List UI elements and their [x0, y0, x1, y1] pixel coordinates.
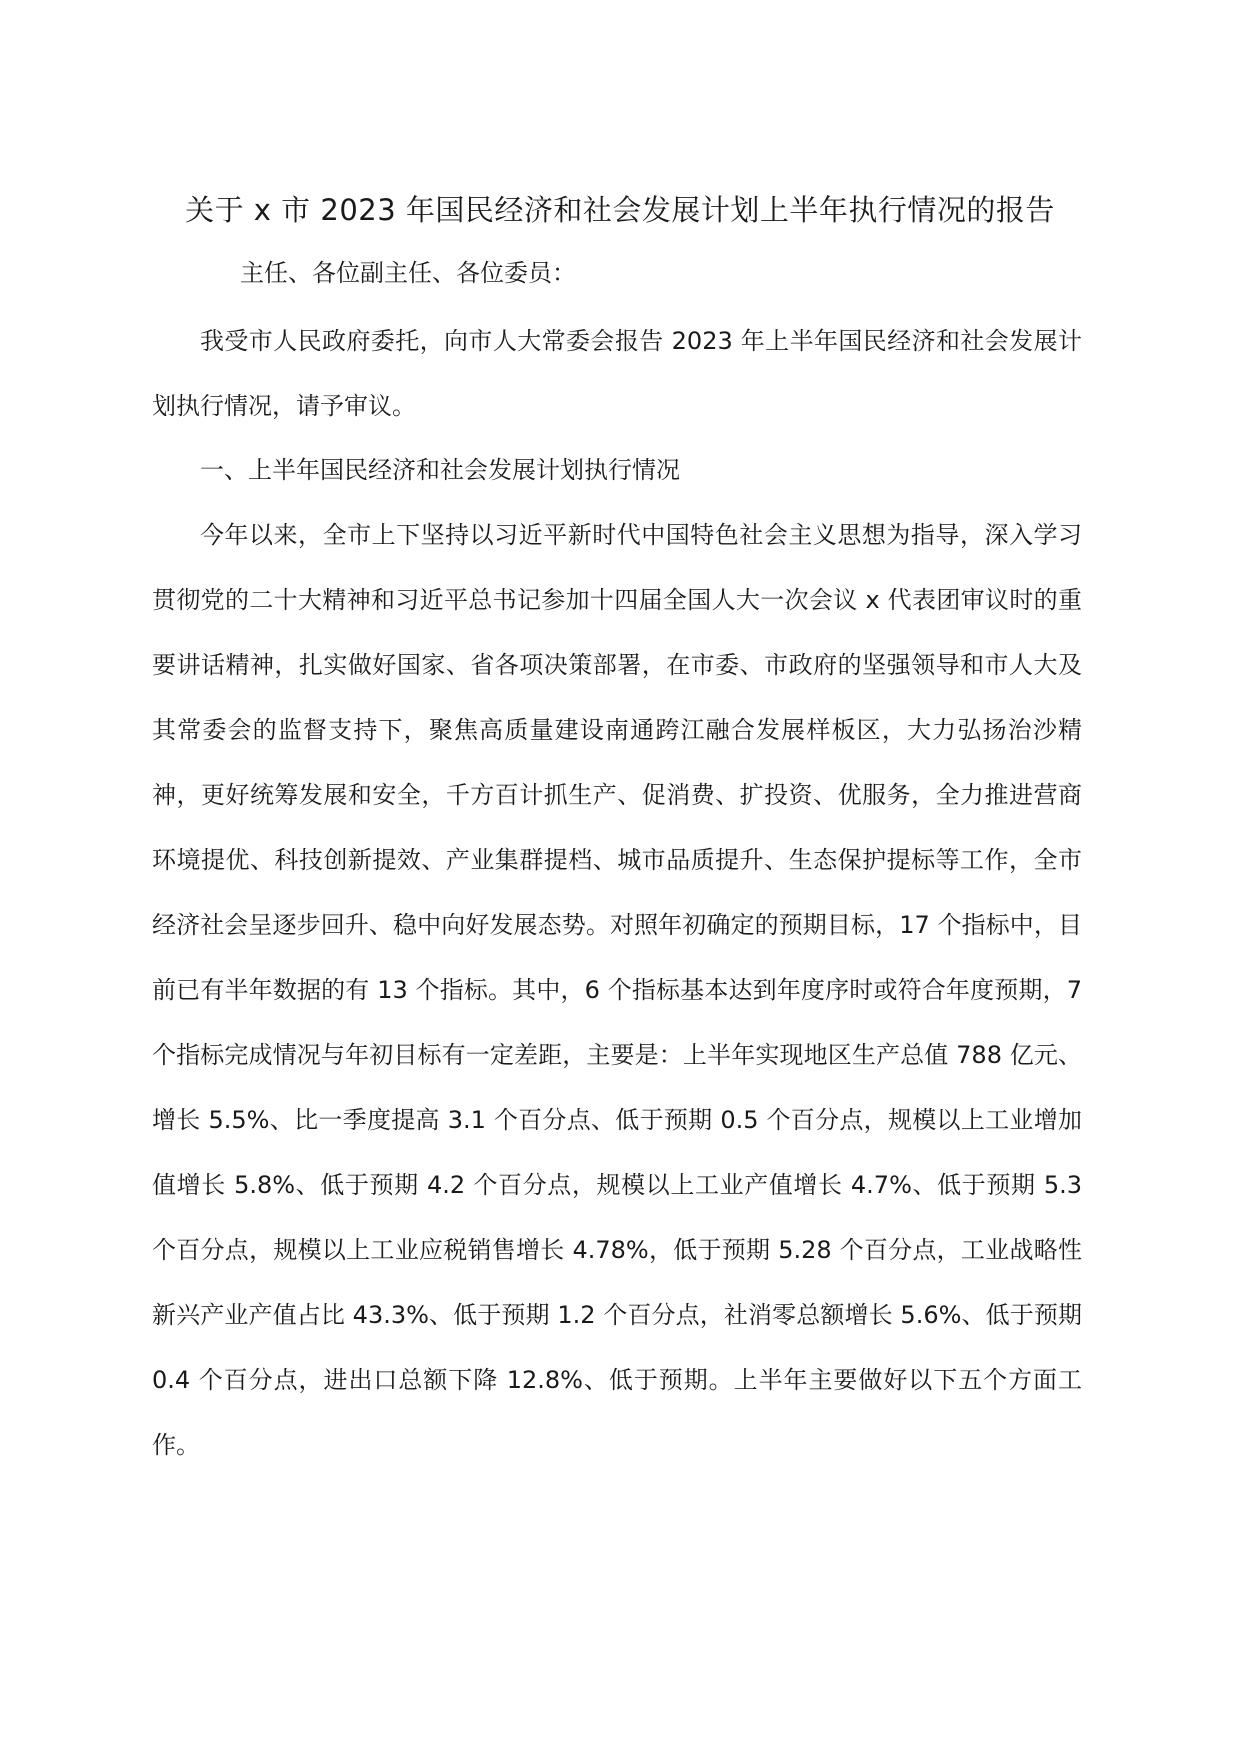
body-paragraph: 今年以来，全市上下坚持以习近平新时代中国特色社会主义思想为指导，深入学习贯彻党的二十大精神和习近平总书记参加十四届全国人大一次会议 x 代表团审议时的重要讲话精神，扎实做好国家、省各项决策部署，在市委、市政府的坚强领导和市人大及其常委会的监督支持下，聚焦高质量建设南通跨江融合发展样板区，大力弘扬治沙精神，更好统筹发展和安全，千方百计抓生产、促消费、扩投资、优服务，全力推进营商环境提优、科技创新提效、产业集群提档、城市品质提升、生态保护提标等工作，全市经济社会呈逐步回升、稳中向好发展态势。对照年初确定的预期目标，17 个指标中，目前已有半年数据的有 13 个指标。其中，6 个指标基本达到年度序时或符合年度预期，7 个指标完成情况与年初目标有一定差距，主要是：上半年实现地区生产总值 788 亿元、增长 5.5%、比一季度提高 3.1 个百分点、低于预期 0.5 个百分点，规模以上工业增加值增长 5.8%、低于预期 4.2 个百分点，规模以上工业产值增长 4.7%、低于预期 5.3 个百分点，规模以上工业应税销售增长 4.78%，低于预期 5.28 个百分点，工业战略性新兴产业产值占比 43.3%、低于预期 1.2 个百分点，社消零总额增长 5.6%、低于预期 0.4 个百分点，进出口总额下降 12.8%、低于预期。上半年主要做好以下五个方面工作。 — [152, 521, 1082, 1459]
salutation: 主任、各位副主任、各位委员： — [240, 259, 576, 287]
section-heading: 一、上半年国民经济和社会发展计划执行情况 — [200, 456, 680, 484]
intro-paragraph: 我受市人民政府委托，向市人大常委会报告 2023 年上半年国民经济和社会发展计划执行情况，请予审议。 — [152, 327, 1082, 420]
document-title: 关于 x 市 2023 年国民经济和社会发展计划上半年执行情况的报告 — [185, 193, 1055, 227]
